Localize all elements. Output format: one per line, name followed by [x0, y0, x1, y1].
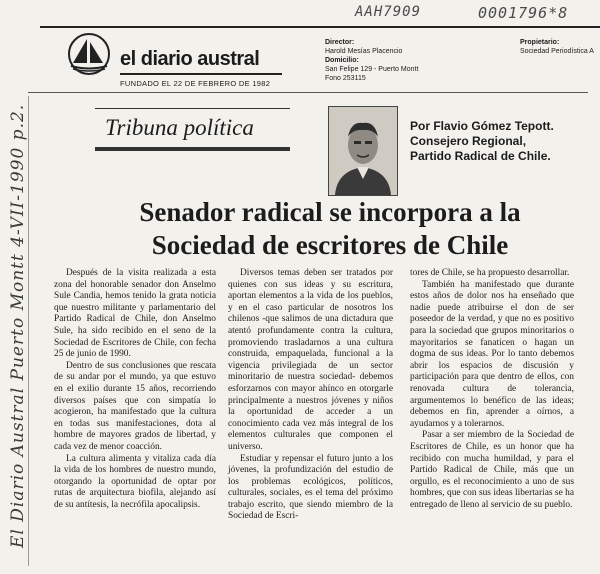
paragraph: tores de Chile, se ha propuesto desarrollar. [410, 268, 570, 278]
author-name: Por Flavio Gómez Tepott. [410, 119, 554, 133]
article-column-3 [410, 268, 574, 511]
phone-value: Fono 253115 [325, 75, 366, 82]
sailboat-logo-icon [65, 33, 113, 75]
author-party: Partido Radical de Chile. [410, 149, 551, 163]
address-label: Domicilio: [325, 57, 359, 64]
clipping-edge [28, 96, 29, 566]
paragraph: Pasar a ser miembro de la Sociedad de Escritores de Chile, es un honor que ha recibido con mucha humildad, y para el Partido Radical de Chile, más que un orgullo, es el reconocimiento a uno de sus hombres, que con sus ideas libertarias se ha entregado de lleno al servicio de su pueblo. [410, 430, 574, 510]
director-label: Director: [325, 39, 355, 46]
author-role: Consejero Regional, [410, 134, 527, 148]
handwritten-margin-note: El Diario Austral Puerto Montt 4-VII-1990 p.2. [8, 103, 28, 548]
paragraph: Estudiar y repensar el futuro junto a los jóvenes, la profundización del estudio de los problemas ecológicos, políticos, culturales, sociales, es el tema del próximo trabajo escrito, que siendo miembro de la Sociedad de Escri- [228, 453, 393, 522]
headline-line-2: Sociedad de escritores de Chile [151, 230, 509, 260]
masthead [40, 26, 600, 94]
paragraph: La cultura alimenta y vitaliza cada día la vida de los hombres de nuestro mundo, otorgando la oportunidad de optar por rutas de arquitectura biofila, alejando así de su antítesis, la necrófila apocalipsis. [54, 453, 216, 510]
paragraph: Diversos temas deben ser tratados por quienes con sus ideas y su escritura, aportan elementos a la vida de los pueblos, y en el caso particular de nosotros los chilenos -que salimos de una dictadura que atentó profundamente contra la cultura, promoviendo trasladarnos a una cultura construida, empaquelada, funcional a la vigencia privilegiada de un sector minoritario de nuestra sociedad- debemos esforzarnos con mayor ahínco en otorgarle principalmente a nuestros jóvenes y niños la oportunidad de acceder a un conocimiento cada vez más integral de los elementos culturales que componen el universo. [228, 268, 393, 452]
newspaper-name: el diario austral [120, 48, 260, 70]
portrait-image [329, 107, 397, 195]
byline [410, 119, 554, 164]
paragraph: Después de la visita realizada a esta zona del honorable senador don Anselmo Sule Candia, hemos tenido la grata noticia que nuestro militante y parlamentario del Partido Radical de Chile, don Anselmo Sule, ha sido recibido en el seno de la Sociedad de Escritores de Chile, con fecha 25 de junio de 1990. [54, 268, 216, 360]
section-header [95, 108, 295, 151]
founded-date: FUNDADO EL 22 DE FEBRERO DE 1982 [120, 79, 271, 88]
address-value: San Felipe 129 - Puerto Montt [325, 66, 419, 73]
archive-stamp-right: 0001796*8 [478, 4, 569, 22]
article-headline [60, 196, 600, 262]
article-column-2 [228, 268, 393, 523]
masthead-info-director [325, 38, 418, 83]
director-name: Harold Mesías Placencio [325, 48, 403, 55]
author-photo [328, 106, 398, 196]
masthead-divider [28, 92, 588, 93]
section-title: Tribuna política [105, 115, 254, 140]
article-column-1 [54, 268, 216, 511]
paragraph: También ha manifestado que durante estos años de dolor nos ha enseñado que nadie puede atribuirse el don de ser poseedor de la verdad, y que no es positivo para la sociedad que grupos minoritarios o mayoritarios se fanaticen o hagan un dogma de sus ideas. Por lo tanto debemos abrir los espacios de discusión y participación para que dentro de ellos, con renovada cultura de tolerancia, argumentemos lo benéfico de las ideas; debemos en fin, aprender a oírnos, a ayudarnos y a tolerarnos. [410, 279, 574, 429]
headline-line-1: Senador radical se incorpora a la [139, 197, 521, 227]
paragraph: Dentro de sus conclusiones que rescata de su andar por el mundo, ya que estuvo en el exilio durante 15 años, recorriendo diversos países que con simpatía lo acogieron, ha manifestado que la cultura en todas sus manifestaciones, dota al hombre de mayores grados de libertad, y cada vez de menor coacción. [54, 360, 216, 452]
masthead-rule [120, 73, 282, 75]
archive-stamp-left: AAH7909 [355, 4, 422, 20]
masthead-info-owner [520, 38, 594, 56]
owner-value: Sociedad Periodística A [520, 48, 594, 55]
owner-label: Propietario: [520, 39, 560, 46]
section-rule-bottom [95, 147, 290, 151]
